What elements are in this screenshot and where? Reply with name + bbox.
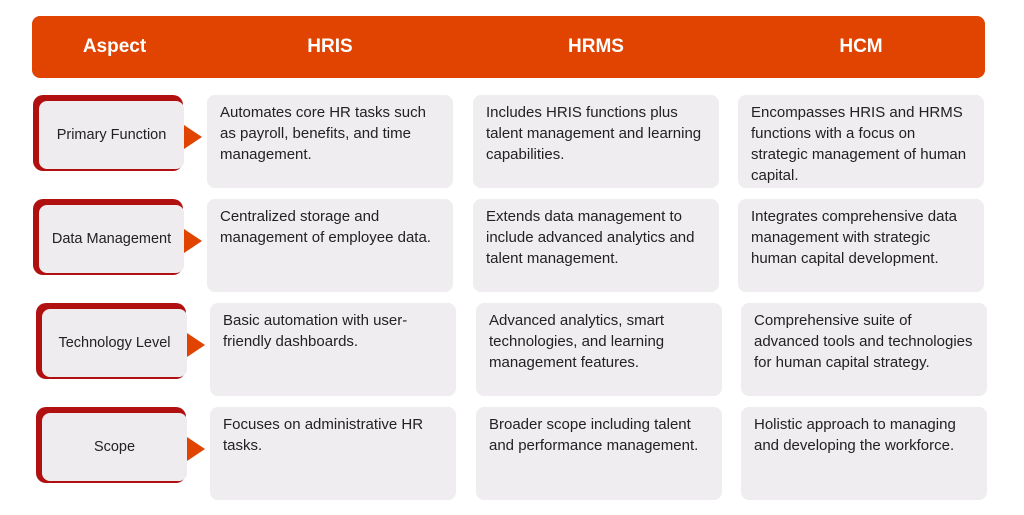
hris-cell: Basic automation with user-friendly dashboards.: [210, 303, 456, 396]
arrow-right-icon: [187, 333, 205, 357]
aspect-card: [36, 407, 186, 483]
aspect-card: [33, 199, 183, 275]
hrms-cell: Broader scope including talent and performance management.: [476, 407, 722, 500]
hrms-cell: Includes HRIS functions plus talent management and learning capabilities.: [473, 95, 719, 188]
aspect-label: Primary Function: [39, 101, 184, 169]
hris-cell: Focuses on administrative HR tasks.: [210, 407, 456, 500]
hris-cell: Automates core HR tasks such as payroll, benefits, and time management.: [207, 95, 453, 188]
aspect-card: [36, 303, 186, 379]
header-hcm: HCM: [839, 36, 883, 57]
arrow-right-icon: [184, 125, 202, 149]
table-header: [32, 16, 985, 78]
aspect-label: Data Management: [39, 205, 184, 273]
arrow-right-icon: [184, 229, 202, 253]
arrow-right-icon: [187, 437, 205, 461]
aspect-label: Scope: [42, 413, 187, 481]
hrms-cell: Extends data management to include advanced analytics and talent management.: [473, 199, 719, 292]
hcm-cell: Integrates comprehensive data management with strategic human capital development.: [738, 199, 984, 292]
header-hris: HRIS: [307, 36, 353, 57]
hrms-cell: Advanced analytics, smart technologies, and learning management features.: [476, 303, 722, 396]
hcm-cell: Encompasses HRIS and HRMS functions with a focus on strategic management of human capital.: [738, 95, 984, 188]
hcm-cell: Holistic approach to managing and developing the workforce.: [741, 407, 987, 500]
aspect-card: [33, 95, 183, 171]
hris-cell: Centralized storage and management of employee data.: [207, 199, 453, 292]
aspect-label: Technology Level: [42, 309, 187, 377]
header-hrms: HRMS: [568, 36, 624, 57]
hcm-cell: Comprehensive suite of advanced tools and technologies for human capital strategy.: [741, 303, 987, 396]
header-aspect: Aspect: [82, 36, 147, 57]
